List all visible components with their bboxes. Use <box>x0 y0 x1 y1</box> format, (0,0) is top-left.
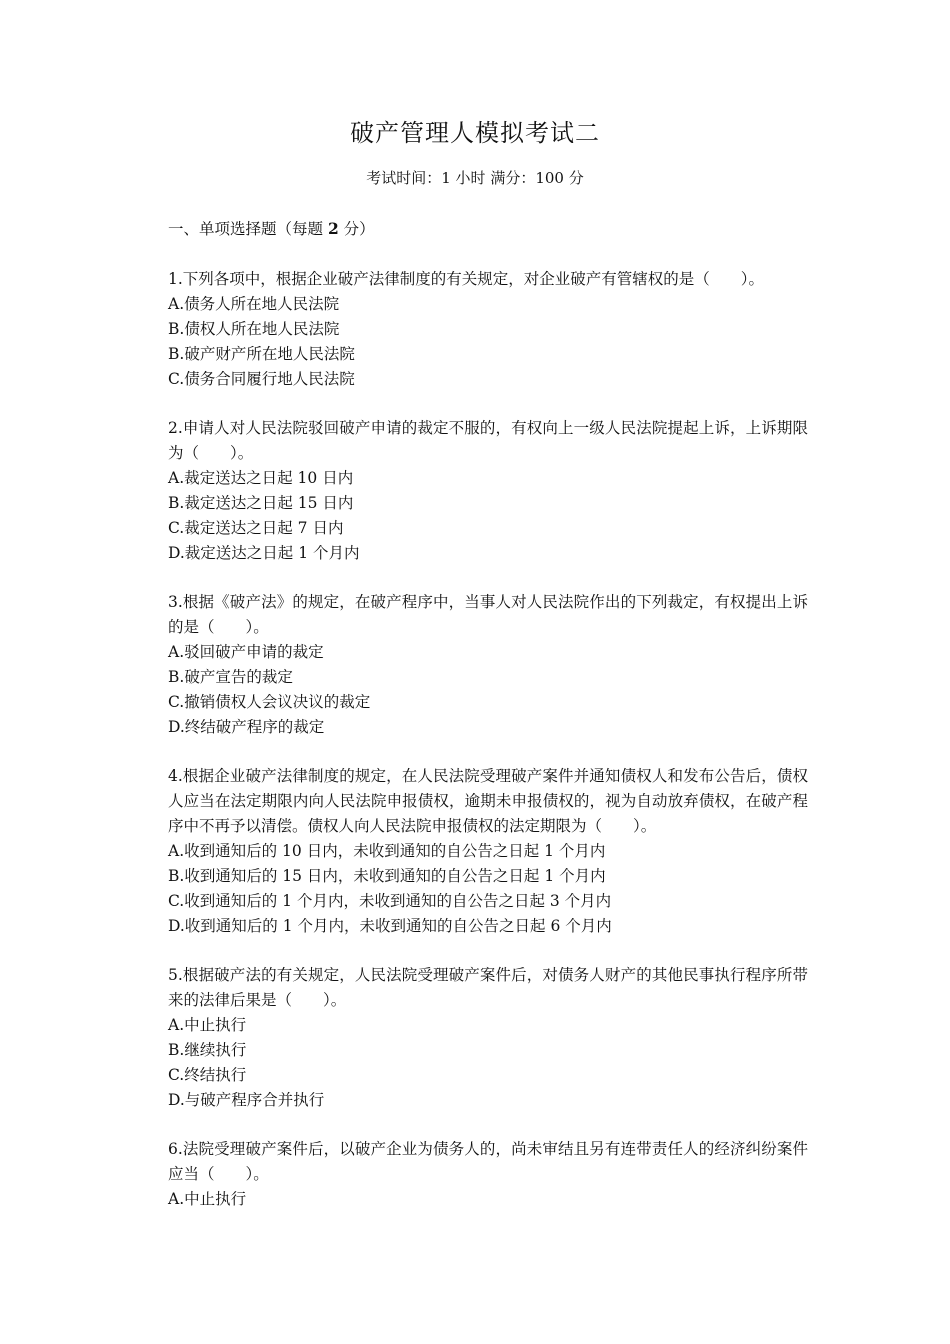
option: D.终结破产程序的裁定 <box>168 718 325 736</box>
option: C.终结执行 <box>168 1066 247 1084</box>
option: C.债务合同履行地人民法院 <box>168 370 355 388</box>
exam-info: 考试时间：1 小时 满分：100 分 <box>366 169 584 187</box>
question-4 <box>168 764 808 939</box>
option: B.继续执行 <box>168 1041 247 1059</box>
question-stem: 3.根据《破产法》的规定，在破产程序中，当事人对人民法院作出的下列裁定，有权提出上诉的是（ ）。 <box>168 593 808 636</box>
option: B.破产财产所在地人民法院 <box>168 345 355 363</box>
option: A.驳回破产申请的裁定 <box>168 643 324 661</box>
question-5 <box>168 963 808 1113</box>
section-heading: 一、单项选择题（每题 2 分） <box>168 219 375 238</box>
option: A.中止执行 <box>168 1016 247 1034</box>
option: A.裁定送达之日起 10 日内 <box>168 469 354 487</box>
question-1 <box>168 267 808 392</box>
document-body <box>168 216 808 1236</box>
question-stem: 2.申请人对人民法院驳回破产申请的裁定不服的，有权向上一级人民法院提起上诉，上诉期限为（ ）。 <box>168 419 808 462</box>
option: A.债务人所在地人民法院 <box>168 295 340 313</box>
question-stem: 1.下列各项中，根据企业破产法律制度的有关规定，对企业破产有管辖权的是（ ）。 <box>168 270 765 288</box>
option: C.裁定送达之日起 7 日内 <box>168 519 344 537</box>
option: C.收到通知后的 1 个月内，未收到通知的自公告之日起 3 个月内 <box>168 892 612 910</box>
question-3 <box>168 590 808 740</box>
section-points: 2 <box>327 219 339 238</box>
option: C.撤销债权人会议决议的裁定 <box>168 693 371 711</box>
question-6 <box>168 1137 808 1212</box>
option: D.与破产程序合并执行 <box>168 1091 325 1109</box>
question-stem: 4.根据企业破产法律制度的规定，在人民法院受理破产案件并通知债权人和发布公告后，债权人应当在法定期限内向人民法院申报债权，逾期未申报债权的，视为自动放弃债权，在破产程序中不再予以清偿。债权人向人民法院申报债权的法定期限为（ ）。 <box>168 767 808 835</box>
option: B.裁定送达之日起 15 日内 <box>168 494 354 512</box>
option: A.中止执行 <box>168 1190 247 1208</box>
document-title: 破产管理人模拟考试二 <box>350 119 600 147</box>
option: D.收到通知后的 1 个月内，未收到通知的自公告之日起 6 个月内 <box>168 917 612 935</box>
question-stem: 6.法院受理破产案件后，以破产企业为债务人的，尚未审结且另有连带责任人的经济纠纷案件应当（ ）。 <box>168 1140 808 1183</box>
question-stem: 5.根据破产法的有关规定，人民法院受理破产案件后，对债务人财产的其他民事执行程序所带来的法律后果是（ ）。 <box>168 966 808 1009</box>
question-2 <box>168 416 808 566</box>
option: B.收到通知后的 15 日内，未收到通知的自公告之日起 1 个月内 <box>168 867 606 885</box>
option: B.破产宣告的裁定 <box>168 668 293 686</box>
option: A.收到通知后的 10 日内，未收到通知的自公告之日起 1 个月内 <box>168 842 606 860</box>
option: D.裁定送达之日起 1 个月内 <box>168 544 360 562</box>
option: B.债权人所在地人民法院 <box>168 320 340 338</box>
